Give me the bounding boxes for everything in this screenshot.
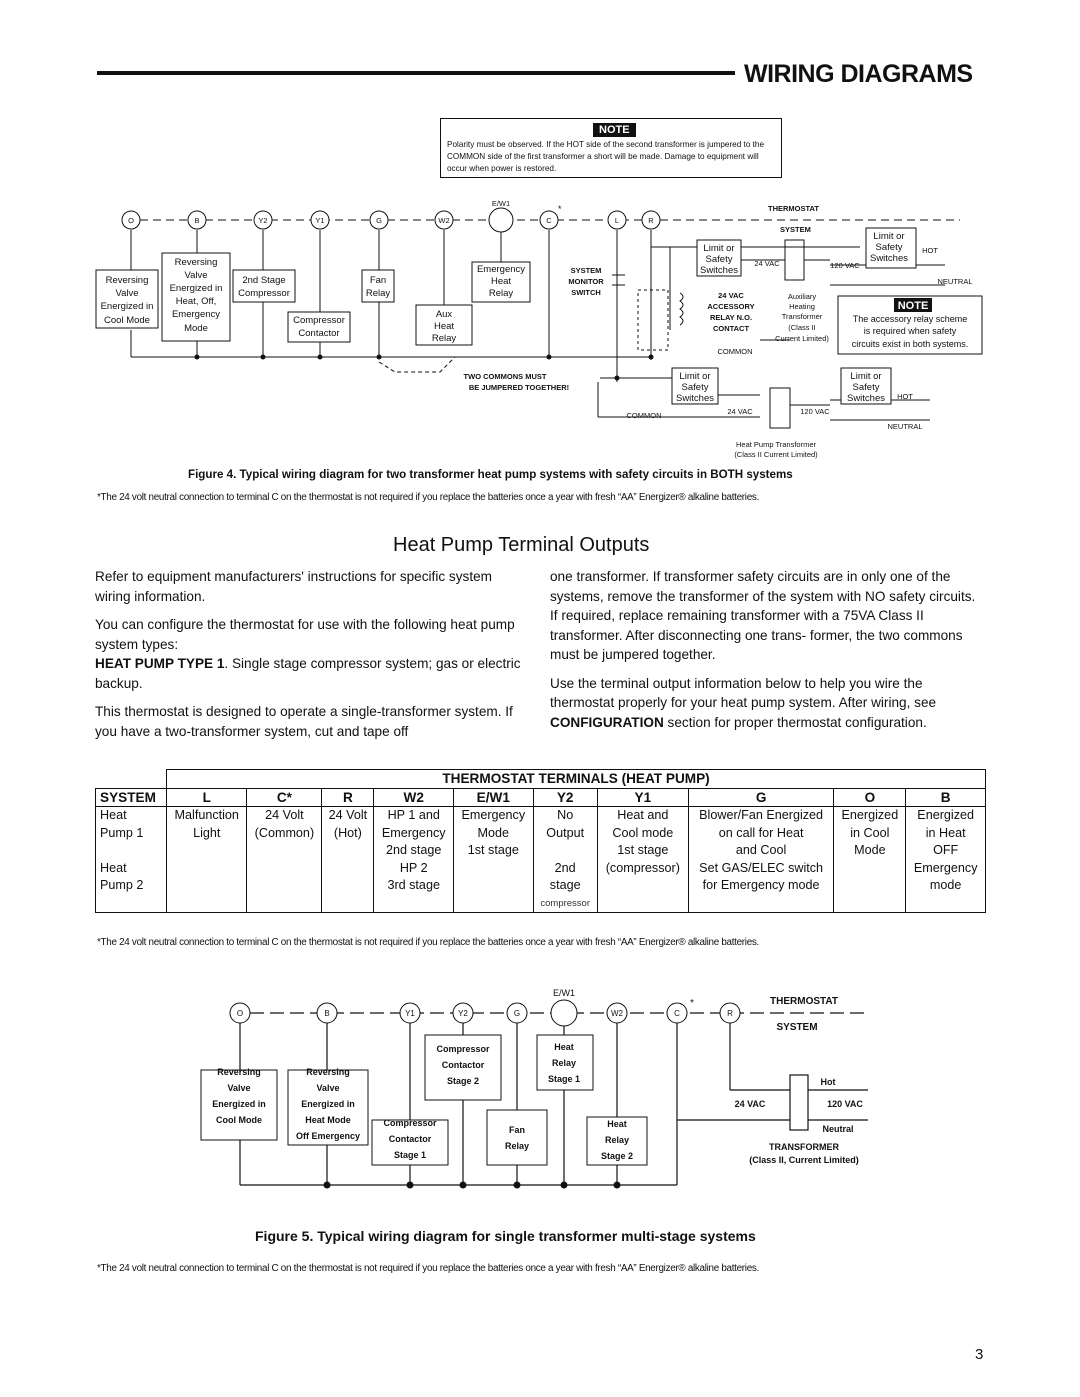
left-p3: . Single stage compressor system; gas or electric backup. bbox=[95, 656, 521, 691]
terminal-label: Y2 bbox=[458, 1009, 468, 1018]
heat-stage2-text: Relay bbox=[604, 1135, 630, 1145]
hp-type-label: HEAT PUMP TYPE 1 bbox=[95, 656, 225, 671]
vac24-label: 24 VAC bbox=[734, 1099, 766, 1109]
contactor-text: Contactor bbox=[298, 328, 340, 339]
contactor-text: Compressor bbox=[293, 315, 345, 326]
rv-b-text: Valve bbox=[316, 1083, 340, 1093]
terminal-label: C bbox=[546, 216, 552, 225]
aux-heat-text: Relay bbox=[431, 333, 457, 344]
aux-transformer-text: Current Limited) bbox=[775, 334, 829, 343]
rv-o-text: Energized in bbox=[212, 1099, 266, 1109]
aux-transformer-text: Auxiliary bbox=[787, 292, 817, 301]
terminal-ew1 bbox=[489, 208, 513, 232]
terminal-ew1 bbox=[551, 1000, 577, 1026]
cell-y1: Heat and Cool mode 1st stage (compressor) bbox=[597, 807, 688, 913]
note-label: NOTE bbox=[593, 123, 636, 137]
terminal-label: Y1 bbox=[405, 1009, 415, 1018]
comp-stage2-text: Contactor bbox=[441, 1060, 485, 1070]
comp-stage2-text: Stage 2 bbox=[446, 1076, 480, 1086]
limit-text: Safety bbox=[852, 382, 880, 393]
cell-system: Heat Pump 1 Heat Pump 2 bbox=[96, 807, 167, 913]
vac120-label: 120 VAC bbox=[830, 261, 860, 270]
aux-heat-text: Aux bbox=[435, 309, 453, 320]
common-label: COMMON bbox=[626, 411, 662, 420]
cell-c: 24 Volt (Common) bbox=[247, 807, 322, 913]
rv-o-text: Cool Mode bbox=[104, 315, 150, 326]
left-column bbox=[95, 567, 530, 750]
heat-stage2-text: Heat bbox=[607, 1119, 627, 1129]
note-text: is required when safety bbox=[863, 326, 957, 336]
emergency-heat-text: Relay bbox=[488, 288, 514, 299]
hot-label: Hot bbox=[820, 1077, 836, 1087]
vac24-label: 24 VAC bbox=[754, 259, 780, 268]
hp-transformer-text: Heat Pump Transformer bbox=[735, 440, 817, 449]
fan-relay-text: Fan bbox=[369, 275, 387, 286]
terminal-label: R bbox=[648, 216, 654, 225]
comp-stage1-text: Stage 1 bbox=[393, 1150, 427, 1160]
accessory-text: 24 VAC bbox=[718, 291, 744, 300]
section-title: Heat Pump Terminal Outputs bbox=[393, 534, 650, 556]
system-label: SYSTEM bbox=[780, 225, 811, 234]
aux-heat-text: Heat bbox=[433, 321, 455, 332]
configuration-label: CONFIGURATION bbox=[550, 714, 664, 730]
rv-b-text: Mode bbox=[184, 323, 208, 334]
terminal-label: O bbox=[128, 216, 134, 225]
rv-b-text: Energized in bbox=[169, 283, 223, 294]
left-p4: This thermostat is designed to operate a single-transformer system. If you have a two-transformer system, cut and tape off bbox=[95, 704, 513, 739]
rv-b-text: Off Emergency bbox=[295, 1131, 361, 1141]
two-commons-text: TWO COMMONS MUST bbox=[463, 372, 547, 381]
col-r: R bbox=[322, 788, 374, 807]
thermostat-label: THERMOSTAT bbox=[770, 996, 838, 1007]
heat-stage1-text: Heat bbox=[554, 1042, 574, 1052]
note-text: Polarity must be observed. If the HOT side of the second transformer is jumpered to the COMMON side of the first transformer a short will be made. Damage to equipment will occur when power is restored. bbox=[447, 140, 765, 173]
two-commons-text: BE JUMPERED TOGETHER! bbox=[468, 383, 570, 392]
fan-relay-text: Relay bbox=[365, 288, 391, 299]
svg-text:*: * bbox=[558, 204, 562, 214]
common-label: COMMON bbox=[717, 347, 753, 356]
rv-b-text: Reversing bbox=[306, 1067, 350, 1077]
rv-o-text: Energized in bbox=[100, 301, 154, 312]
second-stage-text: 2nd Stage bbox=[242, 275, 286, 286]
rv-b-text: Energized in bbox=[301, 1099, 355, 1109]
rv-b-text: Reversing bbox=[174, 257, 218, 268]
note-label: NOTE bbox=[897, 300, 929, 312]
limit-text: Limit or bbox=[679, 371, 711, 382]
comp-stage2-text: Compressor bbox=[436, 1044, 490, 1054]
system-label: SYSTEM bbox=[776, 1022, 818, 1033]
limit-text: Limit or bbox=[703, 243, 735, 254]
transformer-label: TRANSFORMER bbox=[769, 1142, 839, 1152]
vac24-label: 24 VAC bbox=[727, 407, 753, 416]
col-l: L bbox=[167, 788, 247, 807]
terminal-label: Y1 bbox=[315, 216, 325, 225]
terminal-label: L bbox=[614, 216, 620, 225]
left-p1: Refer to equipment manufacturers' instructions for specific system wiring information. bbox=[95, 569, 492, 604]
limit-text: Safety bbox=[705, 254, 733, 265]
table-row bbox=[96, 807, 986, 913]
monitor-text: MONITOR bbox=[568, 277, 604, 286]
terminal-label: Y2 bbox=[258, 216, 268, 225]
terminal-label: G bbox=[376, 216, 382, 225]
accessory-text: RELAY N.O. bbox=[709, 313, 753, 322]
accessory-text: CONTACT bbox=[712, 324, 750, 333]
footnote: *The 24 volt neutral connection to terminal C on the thermostat is not required if you replace the batteries once a year with fresh “AA” Energizer® alkaline batteries. bbox=[97, 492, 759, 503]
rv-b-text: Emergency bbox=[171, 309, 221, 320]
emergency-heat-text: Heat bbox=[490, 276, 512, 287]
col-c: C* bbox=[247, 788, 322, 807]
rv-o-text: Valve bbox=[115, 288, 139, 299]
rv-o-text: Valve bbox=[227, 1083, 251, 1093]
table-title: THERMOSTAT TERMINALS (HEAT PUMP) bbox=[167, 770, 986, 789]
figure5-diagram bbox=[0, 980, 1080, 1200]
ew1-label: E/W1 bbox=[552, 988, 576, 998]
aux-transformer-text: (Class II bbox=[788, 323, 816, 332]
col-o: O bbox=[834, 788, 906, 807]
fan-relay-text: Relay bbox=[504, 1141, 530, 1151]
right-column bbox=[550, 567, 986, 741]
limit-text: Safety bbox=[681, 382, 709, 393]
monitor-text: SWITCH bbox=[571, 288, 601, 297]
terminal-label: B bbox=[324, 1009, 330, 1018]
right-p2-end: section for proper thermostat configuration. bbox=[663, 714, 927, 730]
terminal-label: B bbox=[194, 216, 200, 225]
thermostat-label: THERMOSTAT bbox=[768, 204, 819, 213]
right-p2: Use the terminal output information below to help you wire the thermostat properly for your heat pump system. After wiring, see bbox=[550, 675, 937, 710]
comp-stage1-text: Compressor bbox=[383, 1118, 437, 1128]
cell-ew1: Emergency Mode 1st stage bbox=[454, 807, 534, 913]
col-w2: W2 bbox=[374, 788, 454, 807]
terminal-label: G bbox=[513, 1009, 521, 1018]
table-header-row bbox=[96, 788, 986, 807]
cell-w2: HP 1 and Emergency 2nd stage HP 2 3rd stage bbox=[374, 807, 454, 913]
figure4-diagram bbox=[0, 0, 1080, 470]
terminal-label: C bbox=[674, 1009, 680, 1018]
transformer-label: (Class II, Current Limited) bbox=[749, 1155, 859, 1165]
figure5-caption: Figure 5. Typical wiring diagram for single transformer multi-stage systems bbox=[255, 1228, 756, 1244]
second-stage-text: Compressor bbox=[238, 288, 290, 299]
limit-text: Safety bbox=[875, 242, 903, 253]
accessory-text: ACCESSORY bbox=[707, 302, 755, 311]
cell-o: Energized in Cool Mode bbox=[834, 807, 906, 913]
rv-o-text: Cool Mode bbox=[216, 1115, 262, 1125]
limit-text: Switches bbox=[675, 393, 715, 404]
emergency-heat-text: Emergency bbox=[476, 264, 526, 275]
neutral-label: NEUTRAL bbox=[937, 277, 973, 286]
note-text: circuits exist in both systems. bbox=[851, 339, 969, 349]
ew1-label: E/W1 bbox=[491, 199, 511, 208]
limit-text: Switches bbox=[699, 265, 739, 276]
rv-o-text: Reversing bbox=[105, 275, 149, 286]
col-y1: Y1 bbox=[597, 788, 688, 807]
footnote: *The 24 volt neutral connection to terminal C on the thermostat is not required if you replace the batteries once a year with fresh “AA” Energizer® alkaline batteries. bbox=[97, 1263, 759, 1274]
terminal-label: R bbox=[727, 1009, 733, 1018]
page-heading: WIRING DIAGRAMS bbox=[744, 60, 973, 88]
limit-text: Limit or bbox=[873, 231, 905, 242]
rv-b-text: Heat Mode bbox=[305, 1115, 351, 1125]
monitor-text: SYSTEM bbox=[570, 266, 602, 275]
cell-r: 24 Volt (Hot) bbox=[322, 807, 374, 913]
note-text: The accessory relay scheme bbox=[852, 314, 968, 324]
cell-g: Blower/Fan Energized on call for Heat and Cool Set GAS/ELEC switch for Emergency mode bbox=[688, 807, 834, 913]
limit-text: Switches bbox=[846, 393, 886, 404]
table-title-row bbox=[96, 770, 986, 789]
cell-b: Energized in Heat OFF Emergency mode bbox=[906, 807, 986, 913]
figure4-caption: Figure 4. Typical wiring diagram for two transformer heat pump systems with safety circuits in BOTH systems bbox=[188, 468, 793, 481]
aux-transformer-text: Transformer bbox=[781, 312, 823, 321]
vac120-label: 120 VAC bbox=[800, 407, 830, 416]
neutral-label: Neutral bbox=[822, 1124, 854, 1134]
left-p2: You can configure the thermostat for use with the following heat pump system types: bbox=[95, 617, 515, 652]
fan-relay-text: Fan bbox=[508, 1125, 526, 1135]
terminal-label: W2 bbox=[611, 1009, 623, 1018]
heat-stage1-text: Stage 1 bbox=[547, 1074, 581, 1084]
col-system: SYSTEM bbox=[96, 788, 167, 807]
aux-transformer-text: Heating bbox=[789, 302, 815, 311]
cell-l: Malfunction Light bbox=[167, 807, 247, 913]
limit-text: Switches bbox=[869, 253, 909, 264]
rv-b-text: Valve bbox=[184, 270, 208, 281]
comp-stage1-text: Contactor bbox=[388, 1134, 432, 1144]
col-g: G bbox=[688, 788, 834, 807]
heat-stage1-text: Relay bbox=[551, 1058, 577, 1068]
hot-label: HOT bbox=[897, 392, 913, 401]
hot-label: HOT bbox=[922, 246, 938, 255]
hp-transformer-text: (Class II Current Limited) bbox=[734, 450, 818, 459]
right-p1: one transformer. If transformer safety circuits are in only one of the systems, remove the transformer of the system with NO safety circuits. If required, replace remaining transformer with a 75VA Class II transformer. After disconnecting one trans- former, the two commons must be jumpered together. bbox=[550, 569, 976, 662]
limit-text: Limit or bbox=[850, 371, 882, 382]
col-ew1: E/W1 bbox=[454, 788, 534, 807]
rv-b-text: Heat, Off, bbox=[175, 296, 217, 307]
terminals-table bbox=[95, 769, 986, 913]
svg-text:*: * bbox=[690, 998, 694, 1009]
heat-stage2-text: Stage 2 bbox=[600, 1151, 634, 1161]
terminal-label: W2 bbox=[438, 216, 450, 225]
page-number: 3 bbox=[975, 1346, 984, 1363]
col-b: B bbox=[906, 788, 986, 807]
terminal-label: O bbox=[236, 1009, 244, 1018]
neutral-label: NEUTRAL bbox=[887, 422, 923, 431]
col-y2: Y2 bbox=[533, 788, 597, 807]
rv-o-text: Reversing bbox=[217, 1067, 261, 1077]
cell-y2: No Output 2nd stage compressor bbox=[533, 807, 597, 913]
footnote: *The 24 volt neutral connection to terminal C on the thermostat is not required if you replace the batteries once a year with fresh “AA” Energizer® alkaline batteries. bbox=[97, 937, 759, 948]
vac120-label: 120 VAC bbox=[827, 1099, 863, 1109]
